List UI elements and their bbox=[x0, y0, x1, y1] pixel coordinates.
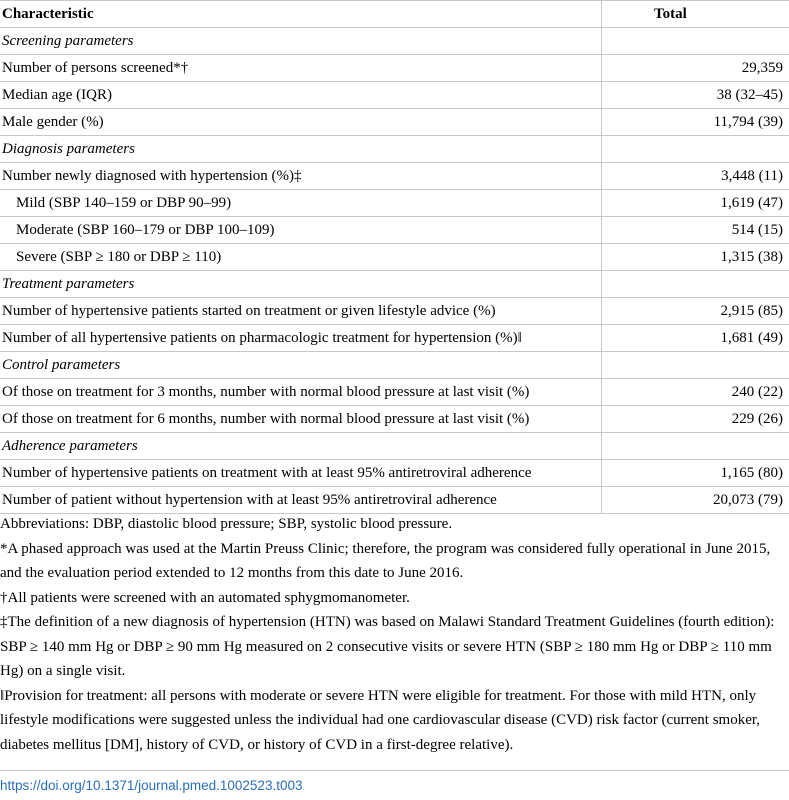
row-value: 29,359 bbox=[602, 55, 789, 82]
section-empty-cell bbox=[602, 433, 789, 460]
table-row bbox=[0, 82, 789, 109]
table-row bbox=[0, 460, 789, 487]
divider bbox=[0, 770, 789, 771]
row-value: 1,619 (47) bbox=[602, 190, 789, 217]
table-row bbox=[0, 55, 789, 82]
row-label: Number of persons screened*† bbox=[2, 60, 189, 76]
doi-link[interactable]: https://doi.org/10.1371/journal.pmed.1002523.t003 bbox=[0, 778, 303, 793]
row-label: Number newly diagnosed with hypertension (%)‡ bbox=[2, 168, 302, 184]
section-empty-cell bbox=[602, 352, 789, 379]
table-row bbox=[0, 244, 789, 271]
section-row bbox=[0, 136, 789, 163]
row-value: 229 (26) bbox=[602, 406, 789, 433]
table-header-row bbox=[0, 1, 789, 28]
section-row bbox=[0, 28, 789, 55]
section-label: Control parameters bbox=[2, 357, 121, 373]
section-empty-cell bbox=[602, 136, 789, 163]
row-value: 514 (15) bbox=[602, 217, 789, 244]
row-label: Moderate (SBP 160–179 or DBP 100–109) bbox=[16, 222, 275, 238]
table-row bbox=[0, 190, 789, 217]
table-row bbox=[0, 109, 789, 136]
row-value: 38 (32–45) bbox=[602, 82, 789, 109]
section-empty-cell bbox=[602, 28, 789, 55]
row-label: Of those on treatment for 6 months, number with normal blood pressure at last visit (%) bbox=[2, 411, 530, 427]
row-value: 1,165 (80) bbox=[602, 460, 789, 487]
table-row bbox=[0, 487, 789, 514]
table-row bbox=[0, 379, 789, 406]
row-label: Male gender (%) bbox=[2, 114, 104, 130]
table-footnotes bbox=[0, 512, 789, 757]
section-label: Treatment parameters bbox=[2, 276, 135, 292]
row-label: Severe (SBP ≥ 180 or DBP ≥ 110) bbox=[16, 249, 222, 265]
row-value: 3,448 (11) bbox=[602, 163, 789, 190]
row-label: Mild (SBP 140–159 or DBP 90–99) bbox=[16, 195, 232, 211]
row-value: 240 (22) bbox=[602, 379, 789, 406]
table-row bbox=[0, 298, 789, 325]
footnote-abbreviations: Abbreviations: DBP, diastolic blood pressure; SBP, systolic blood pressure. bbox=[0, 516, 453, 532]
footnote-dagger: †All patients were screened with an automated sphygmomanometer. bbox=[0, 589, 410, 606]
footnote-ddagger: ‡The definition of a new diagnosis of hypertension (HTN) was based on Malawi Standard Treatment Guidelines (fourth edition): SBP ≥ 140 mm Hg or DBP ≥ 90 mm Hg measured on 2 consecutive visits or severe HTN (SBP ≥ 180 mm Hg or DBP ≥ 110 mm Hg) on a single visit. bbox=[0, 614, 775, 679]
row-value: 11,794 (39) bbox=[602, 109, 789, 136]
header-total: Total bbox=[602, 1, 789, 28]
row-label: Number of patient without hypertension with at least 95% antiretroviral adherence bbox=[2, 492, 497, 508]
table-row bbox=[0, 217, 789, 244]
table-row bbox=[0, 406, 789, 433]
section-label: Adherence parameters bbox=[2, 438, 138, 454]
footnote-parallel: ‖Provision for treatment: all persons with moderate or severe HTN were eligible for treatment. For those with mild HTN, only lifestyle modifications were suggested unless the individual had one cardiovascular disease (CVD) risk factor (current smoker, diabetes mellitus [DM], history of CVD, or history of CVD in a first-degree relative). bbox=[0, 687, 760, 753]
row-label: Number of hypertensive patients on treatment with at least 95% antiretroviral adherence bbox=[2, 465, 532, 481]
row-label: Median age (IQR) bbox=[2, 87, 112, 103]
row-value: 1,681 (49) bbox=[602, 325, 789, 352]
section-empty-cell bbox=[602, 271, 789, 298]
row-value: 20,073 (79) bbox=[602, 487, 789, 514]
section-label: Screening parameters bbox=[2, 33, 134, 49]
row-value: 1,315 (38) bbox=[602, 244, 789, 271]
header-characteristic: Characteristic bbox=[2, 6, 94, 22]
footnote-star: *A phased approach was used at the Martin Preuss Clinic; therefore, the program was considered fully operational in June 2015, and the evaluation period extended to 12 months from this date to June 2016. bbox=[0, 540, 771, 581]
section-label: Diagnosis parameters bbox=[2, 141, 135, 157]
section-row bbox=[0, 352, 789, 379]
row-label: Number of all hypertensive patients on pharmacologic treatment for hypertension (%)‖ bbox=[2, 330, 522, 346]
row-label: Of those on treatment for 3 months, number with normal blood pressure at last visit (%) bbox=[2, 384, 530, 400]
section-row bbox=[0, 271, 789, 298]
table-row bbox=[0, 163, 789, 190]
row-value: 2,915 (85) bbox=[602, 298, 789, 325]
row-label: Number of hypertensive patients started on treatment or given lifestyle advice (%) bbox=[2, 303, 496, 319]
table-row bbox=[0, 325, 789, 352]
section-row bbox=[0, 433, 789, 460]
